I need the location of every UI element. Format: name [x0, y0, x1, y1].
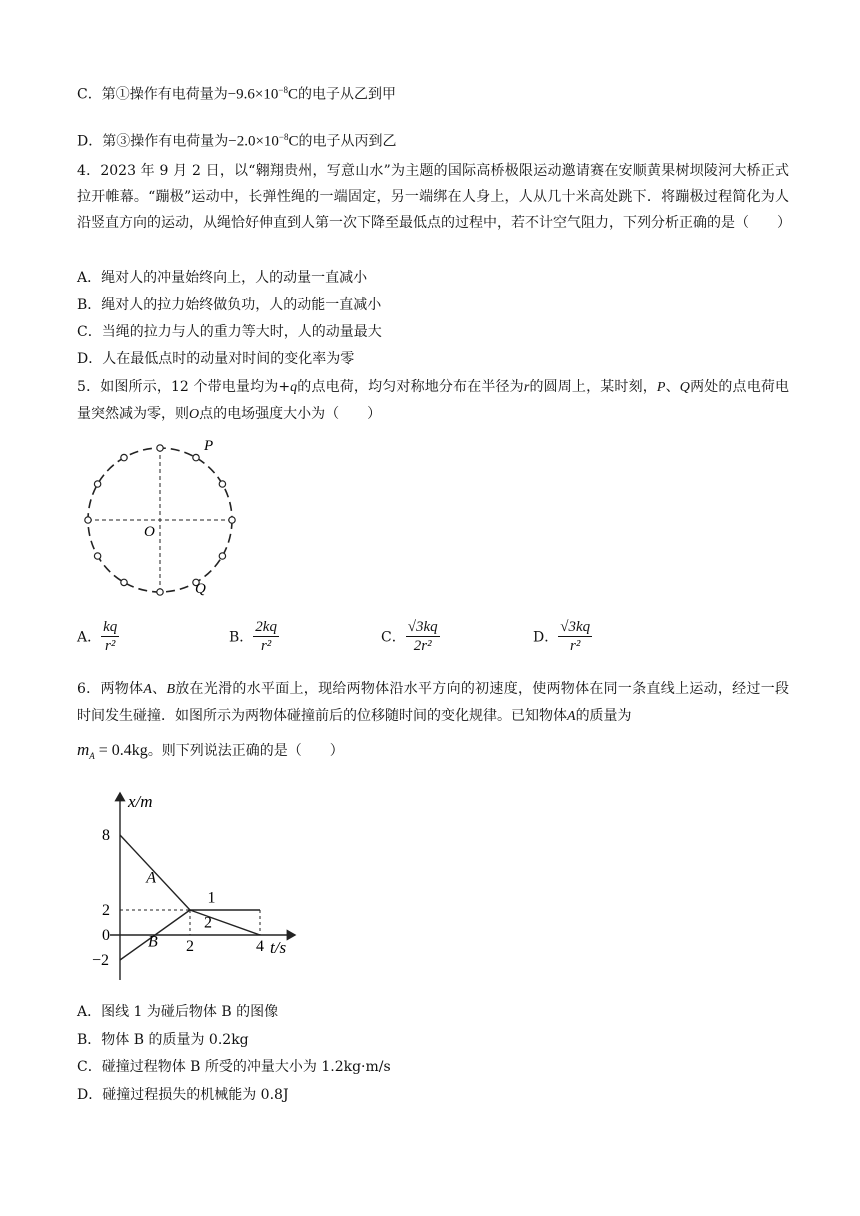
label-q: Q — [195, 581, 206, 597]
point-charge — [94, 553, 100, 559]
q4-option-a: A．绳对人的冲量始终向上，人的动量一直减小 — [77, 270, 368, 286]
label-o: O — [144, 524, 155, 540]
y-tick-8: 8 — [102, 827, 110, 844]
line-label-b: B — [148, 933, 158, 951]
q3-option-c: C．第①操作有电荷量为$-9.6\times 10^{-8}C$的电子从乙到甲 — [77, 85, 396, 103]
point-charge — [193, 454, 199, 460]
line-label-a: A — [146, 869, 157, 887]
q6-option-c: C．碰撞过程物体 B 所受的冲量大小为 1.2kg·m/s — [77, 1059, 391, 1075]
point-charge — [85, 517, 91, 523]
q5-option-b: B． $\frac{2kq}{\text{r²}}$ — [229, 619, 277, 654]
y-axis-label: x/m — [128, 792, 153, 811]
q4-option-c: C．当绳的拉力与人的重力等大时，人的动量最大 — [77, 324, 382, 340]
q6-option-b: B．物体 B 的质量为 0.2kg — [77, 1032, 249, 1048]
line-label-2: 2 — [204, 914, 212, 932]
q5-option-c: C． $\frac{√3kq}{\text{2r²}}$ — [381, 619, 438, 654]
point-charge — [219, 553, 225, 559]
point-charge — [219, 481, 225, 487]
series-line-2 — [190, 910, 260, 935]
line-label-1: 1 — [207, 889, 216, 907]
x-axis-label: t/s — [270, 938, 287, 957]
y-tick-0: 0 — [102, 927, 110, 944]
q6-xt-graph — [80, 785, 310, 990]
q5-stem: 5．如图所示，12 个带电量均为+q的点电荷，均匀对称地分布在半径为r的圆周上，某时刻，P、Q两处的点电荷电量突然减为零，则O点的电场强度大小为（ ） — [77, 379, 790, 422]
point-charge — [121, 454, 127, 460]
point-charge — [94, 481, 100, 487]
q4-option-b: B．绳对人的拉力始终做负功，人的动能一直减小 — [77, 297, 382, 313]
q5-circle-figure — [70, 430, 270, 600]
point-charge — [157, 445, 163, 451]
y-tick-neg2: −2 — [92, 952, 110, 969]
label-p: P — [204, 438, 214, 454]
x-tick-2: 2 — [186, 938, 194, 955]
q6-stem: 6．两物体A、B放在光滑的水平面上，现给两物体沿水平方向的初速度，使两物体在同一条直线上运动，经过一段时间发生碰撞．如图所示为两物体碰撞前后的位移随时间的变化规律。已知物体A的质量为 — [77, 681, 789, 724]
point-charge — [229, 517, 235, 523]
q5-option-d: D． $\frac{√3kq}{\text{r²}}$ — [533, 619, 591, 654]
point-charge — [157, 589, 163, 595]
q4-stem: 4．2023 年 9 月 2 日，以“翱翔贵州，写意山水”为主题的国际高桥极限运动邀请赛在安顺黄果树坝陵河大桥正式拉开帷幕。“蹦极”运动中，长弹性绳的一端固定，另一端绑在人身上，人从几十米高处跳下．将蹦极过程简化为人沿竖直方向的运动，从绳恰好伸直到人第一次下降至最低点的过程中，若不计空气阻力，下列分析正确的是（ ） — [77, 163, 791, 231]
q6-option-a: A．图线 1 为碰后物体 B 的图像 — [77, 1004, 279, 1020]
q6-stem-mass: $m_A = 0.4kg$。则下列说法正确的是（ ） — [77, 740, 344, 761]
q6-option-d: D．碰撞过程损失的机械能为 0.8J — [77, 1087, 289, 1103]
q4-option-d: D．人在最低点时的动量对时间的变化率为零 — [77, 351, 355, 367]
x-tick-4: 4 — [256, 938, 264, 955]
point-charge — [121, 579, 127, 585]
q3-option-d: D．第③操作有电荷量为$-2.0\times 10^{-8}C$的电子从丙到乙 — [77, 132, 397, 150]
y-tick-2: 2 — [102, 902, 110, 919]
q5-option-a: A． $\frac{kq}{\text{r²}}$ — [77, 619, 118, 654]
